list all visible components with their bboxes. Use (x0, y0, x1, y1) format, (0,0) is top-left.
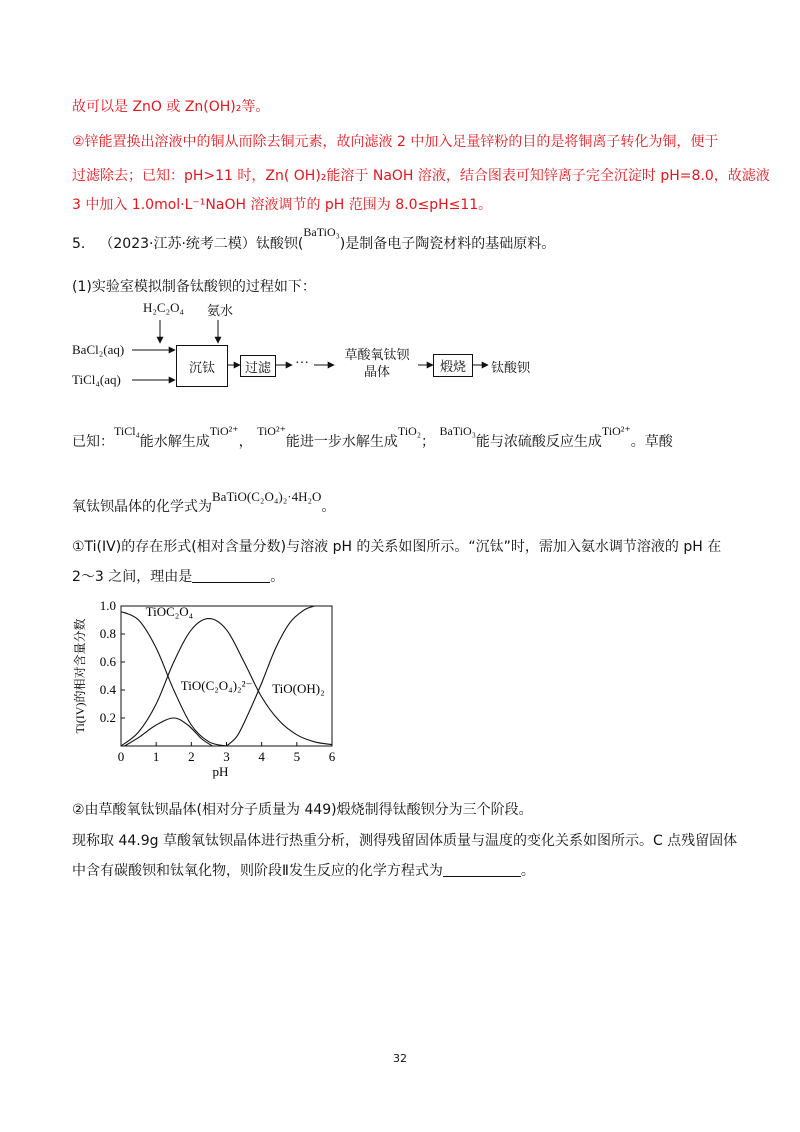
crystal-formula: BaTiO(C₂O₄)₂·4H₂O (212, 489, 322, 504)
flow-ellipsis: ··· (295, 356, 309, 371)
question-stem (72, 225, 556, 254)
formula-ticl4: TiCl₄ (114, 424, 140, 438)
x-tick-label: 1 (152, 749, 160, 764)
species-distribution-chart (70, 595, 350, 785)
q1-text: 2～3 之间，理由是 (72, 569, 193, 585)
y-axis-label: Ti(IV)的相对含量分数 (73, 618, 87, 734)
y-tick-label: 0.8 (99, 626, 116, 641)
x-tick-label: 2 (188, 749, 195, 764)
formula-batio3-2: BaTiO₃ (439, 424, 476, 438)
answer-line-4: 3 中加入 1.0mol·L⁻¹NaOH 溶液调节的 pH 范围为 8.0≤pH≤11。 (72, 197, 493, 213)
q1-line-a: ①Ti(IV)的存在形式(相对含量分数)与溶液 pH 的关系如图所示。“沉钛”时，需加入氨水调节溶液的 pH 在 (72, 539, 722, 555)
x-axis-label: pH (212, 764, 229, 779)
intermediate-line-2: 晶体 (363, 365, 390, 380)
chart-frame (121, 603, 332, 746)
formula-tio2plus: TiO²⁺ (209, 424, 239, 438)
known-text-4: 。草酸 (630, 434, 673, 450)
known-text-1: 能水解生成 (139, 434, 210, 450)
question-source: （2023·江苏·统考二模）钛酸钡( (99, 236, 304, 252)
known-prefix: 已知： (72, 434, 114, 450)
product-batio3: 钛酸钡 (491, 361, 531, 376)
known-comma: ， (238, 434, 253, 450)
series-label: TiO(C₂O₄)₂²⁻ (180, 678, 253, 693)
q1-line-b (72, 567, 284, 587)
q2-end: 。 (520, 863, 535, 879)
known-text-3: 能与浓硫酸反应生成 (475, 434, 602, 450)
chart-svg (70, 595, 350, 785)
q2-line-b: 现称取 44.9g 草酸氧钛钡晶体进行热重分析，测得残留固体质量与温度的变化关系如图所示。C 点残留固体 (72, 833, 738, 849)
answer-line-1: 故可以是 ZnO 或 Zn(OH)₂等。 (72, 99, 270, 115)
x-tick-label: 4 (258, 749, 265, 764)
intermediate-crystal (336, 347, 418, 381)
y-tick-label: 0.4 (99, 682, 116, 697)
formula-prefix: 氧钛钡晶体的化学式为 (72, 499, 212, 515)
q2-text: 中含有碳酸钡和钛氧化物，则阶段Ⅱ发生反应的化学方程式为 (72, 863, 443, 879)
formula-tio2plus-2: TiO²⁺ (257, 424, 286, 438)
series-curve-2 (125, 718, 213, 746)
known-semicolon: ； (421, 434, 435, 450)
step-precipitate-ti: 沉钛 (176, 345, 228, 387)
formula-tio2: TiO₂ (397, 424, 421, 438)
y-tick-label: 1.0 (99, 598, 116, 613)
q1-end: 。 (270, 569, 285, 585)
answer-line-2: ②锌能置换出溶液中的铜从而除去铜元素，故向滤液 2 中加入足量锌粉的目的是将铜离子转化为铜，便于 (72, 134, 719, 150)
input-ticl4: TiCl₄(aq) (72, 372, 121, 387)
formula-tio2plus-3: TiO²⁺ (601, 424, 631, 438)
input-bacl2: BaCl₂(aq) (72, 342, 125, 357)
q2-line-c (72, 861, 535, 881)
y-tick-label: 0.2 (99, 710, 116, 725)
x-tick-label: 3 (223, 749, 230, 764)
formula-period: 。 (321, 499, 336, 515)
page-number: 32 (393, 1052, 407, 1065)
part1-intro: (1)实验室模拟制备钛酸钡的过程如下： (72, 279, 316, 295)
reagent-oxalic-acid: H₂C₂O₄ (143, 300, 185, 315)
series-label: TiO(OH)₂ (272, 680, 325, 696)
intermediate-line-1: 草酸氧钛钡 (344, 348, 410, 363)
reagent-ammonia: 氨水 (207, 304, 234, 319)
y-tick-label: 0.6 (99, 654, 116, 669)
known-line (72, 424, 673, 452)
series-label: TiOC₂O₄ (145, 603, 194, 619)
x-tick-label: 0 (117, 749, 125, 764)
q2-line-a: ②由草酸氧钛钡晶体(相对分子质量为 449)煅烧制得钛酸钡分为三个阶段。 (72, 802, 533, 818)
question-stem-rest: )是制备电子陶瓷材料的基础原料。 (339, 236, 556, 252)
crystal-formula-line (72, 489, 336, 517)
question-number: 5． (72, 236, 95, 252)
series-curve-3 (227, 606, 315, 746)
x-tick-label: 5 (293, 749, 301, 764)
known-text-2: 能进一步水解生成 (285, 434, 398, 450)
answer-blank-2[interactable] (443, 862, 521, 877)
step-filter: 过滤 (240, 355, 276, 377)
step-calcine: 煅烧 (433, 354, 473, 377)
x-tick-label: 6 (328, 749, 336, 764)
formula-batio3: BaTiO₃ (303, 225, 340, 239)
answer-line-3: 过滤除去；已知：pH>11 时，Zn( OH)₂能溶于 NaOH 溶液，结合图表可知锌离子完全沉淀时 pH=8.0，故滤液 (72, 168, 770, 184)
answer-blank-1[interactable] (192, 568, 270, 583)
